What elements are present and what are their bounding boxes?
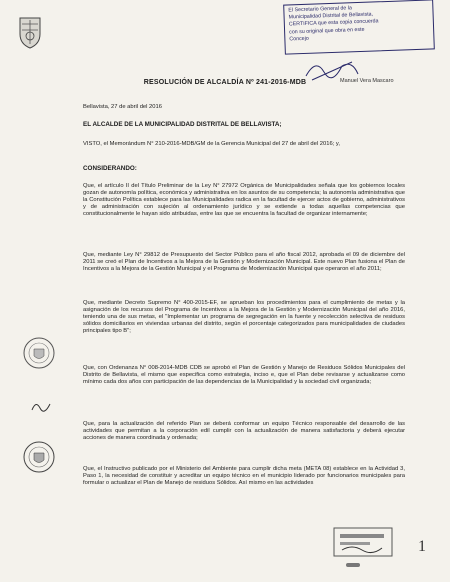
stamp-line: Municipalidad Distrital de Bellavista,: [288, 11, 374, 21]
paragraph-5: Que, para la actualización del referido Plan se deberá conformar un equipo Técnico responsable del desarrollo de las actividades que permitan a la corporación edil cumplir con la actualización de manera satisfactoria y deberá ejecutar acciones de manera coordinada y ordenada;: [83, 421, 405, 441]
paragraph-1: Que, el artículo II del Título Preliminar de la Ley N° 27972 Orgánica de Municipalidades señala que los gobiernos locales gozan de autonomía política, económica y administrativa en los asuntos de su competencia; la autonomía administrativa que la Constitución Política establece para las Municipalidades radica en la facultad de ejercer actos de gobierno, administrativos y de administración con sujeción al ordenamiento jurídico y se extiende a todas aquellas competencias que constitucionalmente le hayan sido atribuidas, entre las que se encuentra la facultad de organizar internamente;: [83, 183, 405, 217]
stamp-line: El Secretario General de la: [288, 5, 353, 14]
municipal-crest-icon: [12, 14, 48, 50]
resolution-date: Bellavista, 27 de abril del 2016: [83, 104, 162, 110]
paragraph-4: Que, con Ordenanza N° 008-2014-MDB CDB se aprobó el Plan de Gestión y Manejo de Residuos Sólidos Municipales del Distrito de Bellavista, el mismo que especifica como estrategia, inciso e, que el Plan debe revisarse y actualizarse como mínimo cada dos años con participación de las dependencias de la Municipalidad y la sociedad civil organizada;: [83, 365, 405, 385]
certification-stamp: [283, 0, 435, 55]
stamp-line: con su original que obra en este: [289, 26, 365, 36]
page-number: 1: [418, 538, 426, 555]
reception-stamp-icon: [332, 524, 394, 560]
municipal-seal-icon: [22, 336, 56, 370]
municipal-seal-icon: [22, 440, 56, 474]
paragraph-3: Que, mediante Decreto Supremo N° 400-2015-EF, se aprueban los procedimientos para el cumplimiento de metas y la asignación de los recursos del Programa de Incentivos a la Mejora de la Gestión y Modernización Municipal del año 2016, teniendo una de sus metas, el "Implementar un programa de segregación en la fuente y recolección selectiva de residuos sólidos domiciliarios en viviendas urbanas del distrito, según el porcentaje categorizados para municipalidades de ciudades principales tipo B";: [83, 300, 405, 334]
stamp-line: CERTIFICA que esta copia concuerda: [288, 18, 379, 28]
ink-mark: [346, 563, 360, 567]
initial-mark-icon: [30, 398, 52, 414]
paragraph-6: Que, el Instructivo publicado por el Ministerio del Ambiente para cumplir dicha meta (META 08) establece en la Actividad 3, Paso 1, la necesidad de constituir y acreditar un equipo técnico en el municipio liderado por funcionarios municipales para formular o actualizar el Plan de Manejo de residuos Sólidos. Así mismo en las actividades: [83, 466, 405, 486]
stamp-line: Concejo: [289, 35, 309, 43]
visto-paragraph: VISTO, el Memorándum N° 210-2016-MDB/GM de la Gerencia Municipal del 27 de abril del 2016; y,: [83, 141, 340, 147]
paragraph-2: Que, mediante Ley N° 29812 de Presupuesto del Sector Público para el año fiscal 2012, aprobada el 09 de diciembre del 2011 se creó el Plan de Incentivos a la Mejora de la Gestión y Modernización Municipal. Este nuevo Plan fusiona el Plan de Incentivos a la Mejora de la Gestión Municipal y el Programa de Modernización Municipal que operaron el año 2011;: [83, 252, 405, 272]
considerando-heading: CONSIDERANDO:: [83, 165, 137, 172]
issuer-heading: EL ALCALDE DE LA MUNICIPALIDAD DISTRITAL DE BELLAVISTA;: [83, 121, 282, 128]
stamp-signer: Manuel Vera Mascaro: [340, 78, 394, 84]
resolution-title: RESOLUCIÓN DE ALCALDÍA Nº 241-2016-MDB: [143, 79, 307, 86]
